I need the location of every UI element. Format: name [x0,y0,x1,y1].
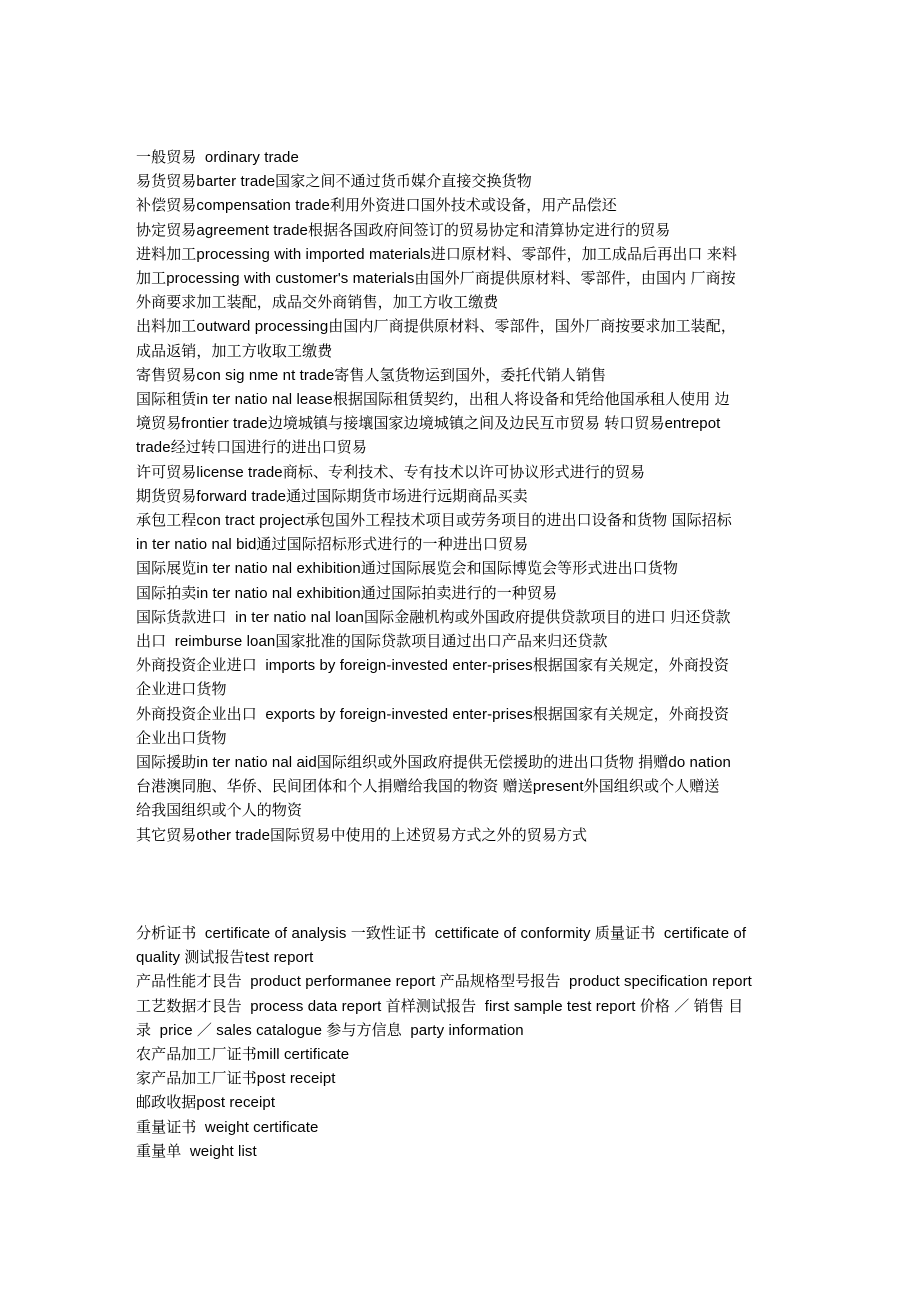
document-line: in ter natio nal bid通过国际招标形式进行的一种进出口贸易 [136,536,529,554]
document-line: 给我国组织或个人的物资 [136,802,303,820]
document-line: 外商要求加工装配，成品交外商销售，加工方收工缴费 [136,294,499,312]
document-line: 外商投资企业出口 exports by foreign-invested enter-prises根据国家有关规定，外商投资 [136,705,730,723]
certificates-section [136,922,796,1164]
document-line: 进料加工processing with imported materials进口原材料、零部件，加工成品后再出口 来料 [136,245,737,263]
document-line: 出口 reimburse loan国家批准的国际贷款项目通过出口产品来归还贷款 [136,633,608,651]
document-line: 境贸易frontier trade边境城镇与接壤国家边境城镇之间及边民互市贸易 转口贸易entrepot [136,415,721,433]
document-line: trade经过转口国进行的进出口贸易 [136,439,367,457]
document-page [136,146,796,1164]
document-line: 家产品加工厂证书post receipt [136,1070,336,1088]
document-line: 国际拍卖in ter natio nal exhibition通过国际拍卖进行的一种贸易 [136,584,558,602]
document-line: 出料加工outward processing由国内厂商提供原材料、零部件，国外厂商按要求加工装配， [136,318,736,336]
document-line: 重量证书 weight certificate [136,1118,319,1136]
document-line: 录 price ／ sales catalogue 参与方信息 party information [136,1021,524,1039]
trade-terms-section [136,146,796,848]
document-line: quality 测试报告test report [136,949,314,967]
document-line: 国际展览in ter natio nal exhibition通过国际展览会和国际博览会等形式进出口货物 [136,560,678,578]
document-line: 加工processing with customer's materials由国外厂商提供原材料、零部件，由国内 厂商按 [136,270,736,288]
document-line: 成品返销，加工方收取工缴费 [136,342,333,360]
document-line: 承包工程con tract project承包国外工程技术项目或劳务项目的进出口设备和货物 国际招标 [136,512,732,530]
document-line: 期货贸易forward trade通过国际期货市场进行远期商品买卖 [136,487,528,505]
document-line: 重量单 weight list [136,1142,257,1160]
document-line: 台港澳同胞、华侨、民间团体和个人捐赠给我国的物资 赠送present外国组织或个人赠送 [136,778,720,796]
document-line: 国际货款进口 in ter natio nal loan国际金融机构或外国政府提供贷款项目的进口 归还贷款 [136,608,731,626]
document-line: 国际租赁in ter natio nal lease根据国际租赁契约，出租人将设备和凭给他国承租人使用 边 [136,391,730,409]
document-line: 外商投资企业进口 imports by foreign-invested enter-prises根据国家有关规定，外商投资 [136,657,730,675]
document-line: 分析证书 certificate of analysis 一致性证书 cettificate of conformity 质量证书 certificate of [136,924,747,942]
document-line: 企业进口货物 [136,681,227,699]
document-line: 工艺数据才艮告 process data report 首样测试报告 first sample test report 价格 ／ 销售 目 [136,997,744,1015]
document-line: 许可贸易license trade商标、专利技术、专有技术以许可协议形式进行的贸易 [136,463,646,481]
document-line: 协定贸易agreement trade根据各国政府间签订的贸易协定和清算协定进行的贸易 [136,221,671,239]
document-line: 补偿贸易compensation trade利用外资进口国外技术或设备，用产品偿还 [136,197,617,215]
document-line: 易货贸易barter trade国家之间不通过货币媒介直接交换货物 [136,173,532,191]
document-line: 产品性能才艮告 product performanee report 产品规格型号报告 product specification report [136,973,752,991]
document-line: 其它贸易other trade国际贸易中使用的上述贸易方式之外的贸易方式 [136,826,588,844]
document-line: 农产品加工厂证书mill certificate [136,1045,350,1063]
document-line: 企业出口货物 [136,729,227,747]
document-line: 国际援助in ter natio nal aid国际组织或外国政府提供无偿援助的进出口货物 捐赠do nation [136,754,732,772]
document-line: 寄售贸易con sig nme nt trade寄售人氢货物运到国外，委托代销人销售 [136,366,607,384]
document-line: 邮政收据post receipt [136,1094,276,1112]
document-line: 一般贸易 ordinary trade [136,149,299,166]
